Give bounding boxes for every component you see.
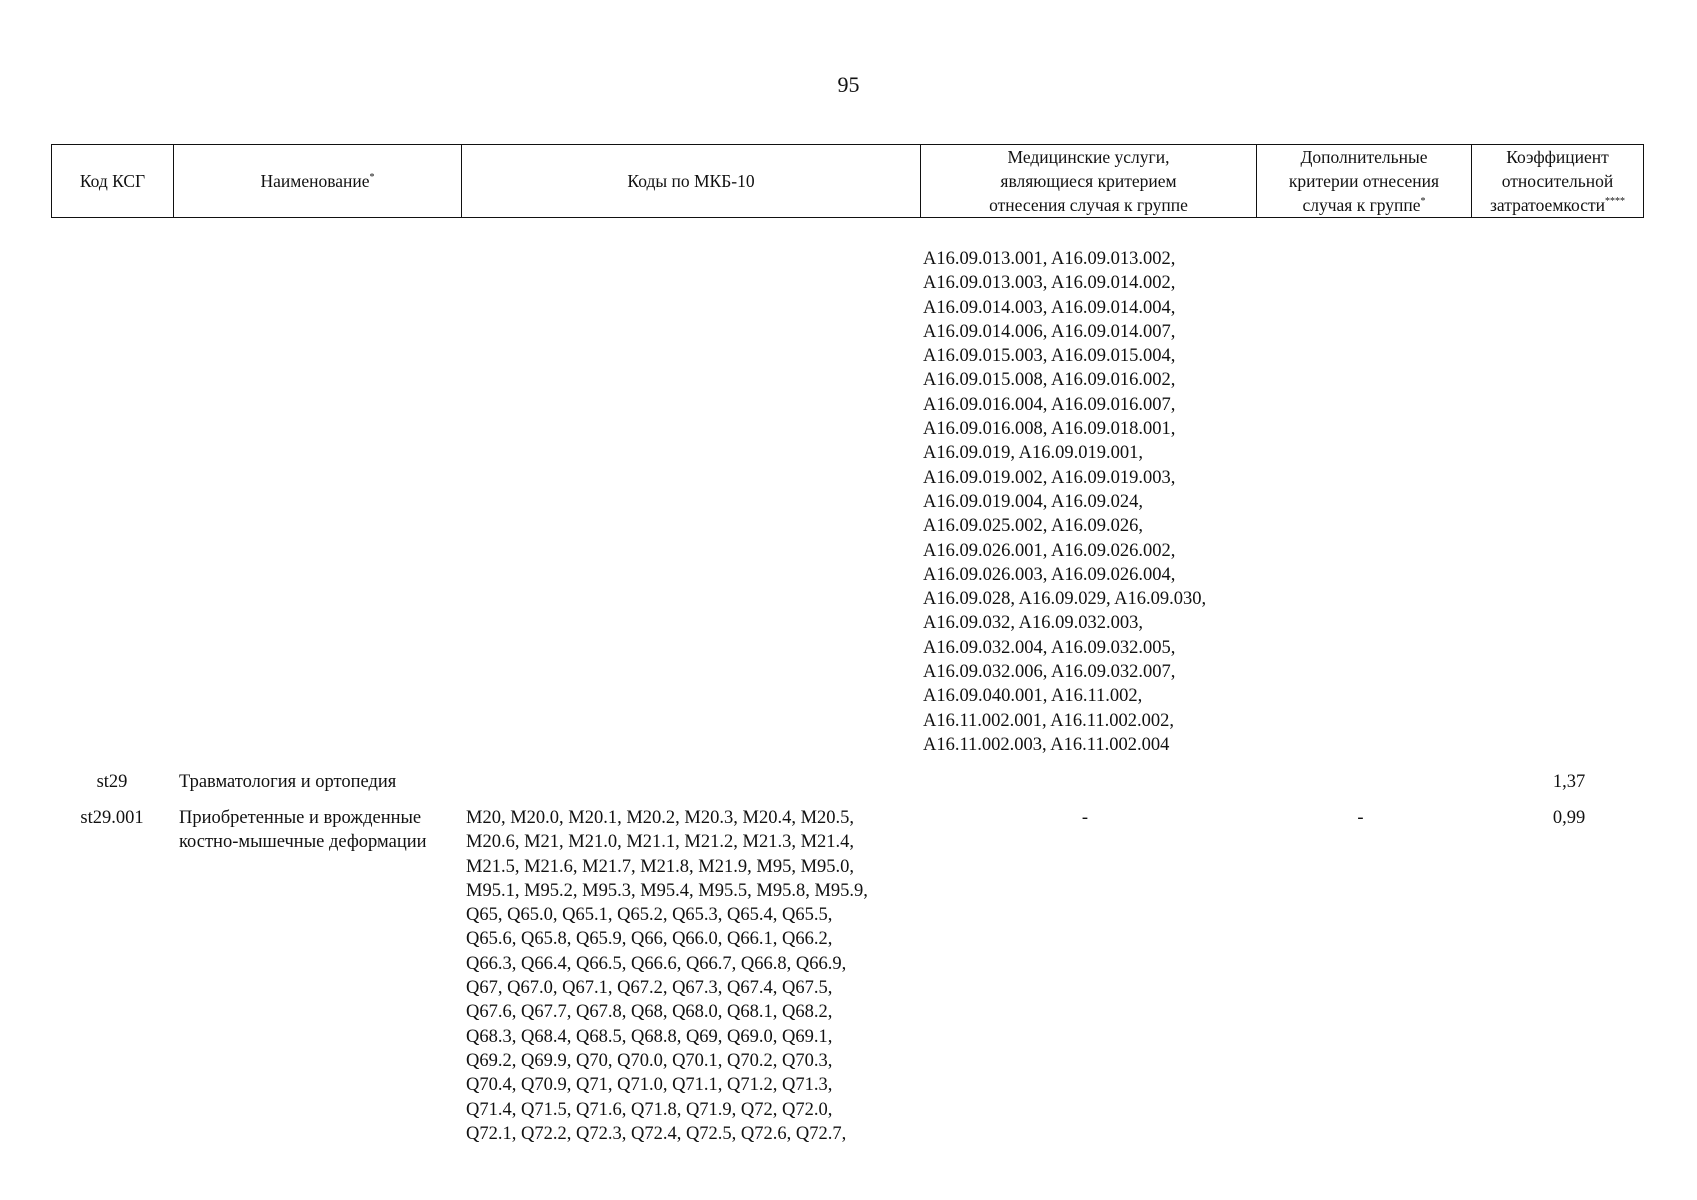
header-name (174, 145, 462, 218)
service-code-line: A16.11.002.001, A16.11.002.002, (923, 710, 1174, 731)
service-code-line: A16.09.016.008, A16.09.018.001, (923, 419, 1176, 440)
cost-coefficient (1468, 806, 1643, 830)
header-additional-footnote-mark: * (1420, 196, 1426, 208)
header-name-footnote-mark: * (369, 172, 375, 184)
page-number: 95 (837, 72, 860, 97)
icd-codes (466, 806, 921, 1146)
icd-code-line: Q67.6, Q67.7, Q67.8, Q68, Q68.0, Q68.1, Q68.2, (466, 1002, 833, 1023)
cost-coefficient (1468, 770, 1643, 794)
service-code-line: A16.09.016.004, A16.09.016.007, (923, 394, 1176, 415)
icd-code-line: Q68.3, Q68.4, Q68.5, Q68.8, Q69, Q69.0, Q69.1, (466, 1026, 833, 1047)
services-criterion: - (1081, 808, 1089, 828)
service-code-line: A16.09.028, A16.09.029, A16.09.030, (923, 589, 1207, 610)
service-code-line: A16.09.026.003, A16.09.026.004, (923, 564, 1176, 585)
icd-code-line: Q67, Q67.0, Q67.1, Q67.2, Q67.3, Q67.4, Q67.5, (466, 978, 833, 999)
additional-criterion: - (1357, 808, 1364, 828)
icd-code-line: Q70.4, Q70.9, Q71, Q71.0, Q71.1, Q71.2, Q71.3, (466, 1075, 833, 1096)
header-icd (462, 145, 921, 218)
ksg-name-line: костно-мышечные деформации (179, 832, 427, 853)
ksg-name (179, 770, 459, 794)
service-code-line: A16.09.026.001, A16.09.026.002, (923, 540, 1176, 561)
ksg-code: st29.001 (80, 808, 144, 828)
icd-code-line: Q66.3, Q66.4, Q66.5, Q66.6, Q66.7, Q66.8, Q66.9, (466, 953, 847, 974)
icd-code-line: M95.1, M95.2, M95.3, M95.4, M95.5, M95.8, M95.9, (466, 880, 868, 901)
header-additional (1257, 145, 1472, 218)
header-services-label: Медицинские услуги, являющиеся критерием отнесения случая к группе (989, 147, 1188, 215)
table-header (51, 144, 1644, 218)
service-code-line: A16.09.019.004, A16.09.024, (923, 491, 1143, 512)
service-code-line: A16.09.014.006, A16.09.014.007, (923, 321, 1176, 342)
icd-code-line: Q65, Q65.0, Q65.1, Q65.2, Q65.3, Q65.4, Q65.5, (466, 905, 833, 926)
service-code-line: A16.09.013.003, A16.09.014.002, (923, 273, 1176, 294)
ksg-name-line: Травматология и ортопедия (179, 772, 397, 792)
header-icd-label: Коды по МКБ-10 (627, 171, 755, 191)
service-code-line: A16.09.040.001, A16.11.002, (923, 686, 1143, 707)
icd-code-line: Q72.1, Q72.2, Q72.3, Q72.4, Q72.5, Q72.6, Q72.7, (466, 1123, 847, 1144)
icd-code-line: M20.6, M21, M21.0, M21.1, M21.2, M21.3, M21.4, (466, 832, 855, 853)
icd-code-line: Q71.4, Q71.5, Q71.6, Q71.8, Q71.9, Q72, Q72.0, (466, 1099, 833, 1120)
ksg-code: st29 (96, 772, 128, 792)
service-code-line: A16.09.013.001, A16.09.013.002, (923, 249, 1176, 269)
cost-coefficient-value: 1,37 (1552, 772, 1586, 792)
cost-coefficient-value: 0,99 (1552, 808, 1586, 828)
header-coef (1472, 145, 1644, 218)
service-code-line: A16.09.014.003, A16.09.014.004, (923, 297, 1176, 318)
service-code-line: A16.09.019.002, A16.09.019.003, (923, 467, 1176, 488)
header-code (52, 145, 174, 218)
service-code-line: A16.09.025.002, A16.09.026, (923, 516, 1143, 537)
service-code-line: A16.09.032.004, A16.09.032.005, (923, 637, 1176, 658)
header-name-label: Наименование (260, 171, 370, 191)
header-coef-label: Коэффициент относительной затратоемкости (1490, 147, 1614, 215)
service-code-line: A16.09.015.003, A16.09.015.004, (923, 346, 1176, 367)
icd-code-line: Q69.2, Q69.9, Q70, Q70.0, Q70.1, Q70.2, Q70.3, (466, 1050, 833, 1071)
ksg-name (179, 806, 459, 855)
service-code-line: A16.09.015.008, A16.09.016.002, (923, 370, 1176, 391)
header-services (921, 145, 1257, 218)
service-code-line: A16.09.019, A16.09.019.001, (923, 443, 1143, 464)
icd-code-line: M20, M20.0, M20.1, M20.2, M20.3, M20.4, M20.5, (466, 808, 855, 828)
header-additional-label: Дополнительные критерии отнесения случая к группе (1288, 147, 1440, 215)
service-code-line: A16.09.032.006, A16.09.032.007, (923, 662, 1176, 683)
service-code-line: A16.11.002.003, A16.11.002.004 (923, 734, 1170, 755)
ksg-name-line: Приобретенные и врожденные (179, 808, 422, 828)
icd-code-line: M21.5, M21.6, M21.7, M21.8, M21.9, M95, M95.0, (466, 856, 855, 877)
continued-services-list (923, 247, 1253, 757)
header-coef-footnote-mark: **** (1604, 196, 1625, 208)
icd-code-line: Q65.6, Q65.8, Q65.9, Q66, Q66.0, Q66.1, Q66.2, (466, 929, 833, 950)
header-code-label: Код КСГ (79, 171, 146, 191)
service-code-line: A16.09.032, A16.09.032.003, (923, 613, 1143, 634)
